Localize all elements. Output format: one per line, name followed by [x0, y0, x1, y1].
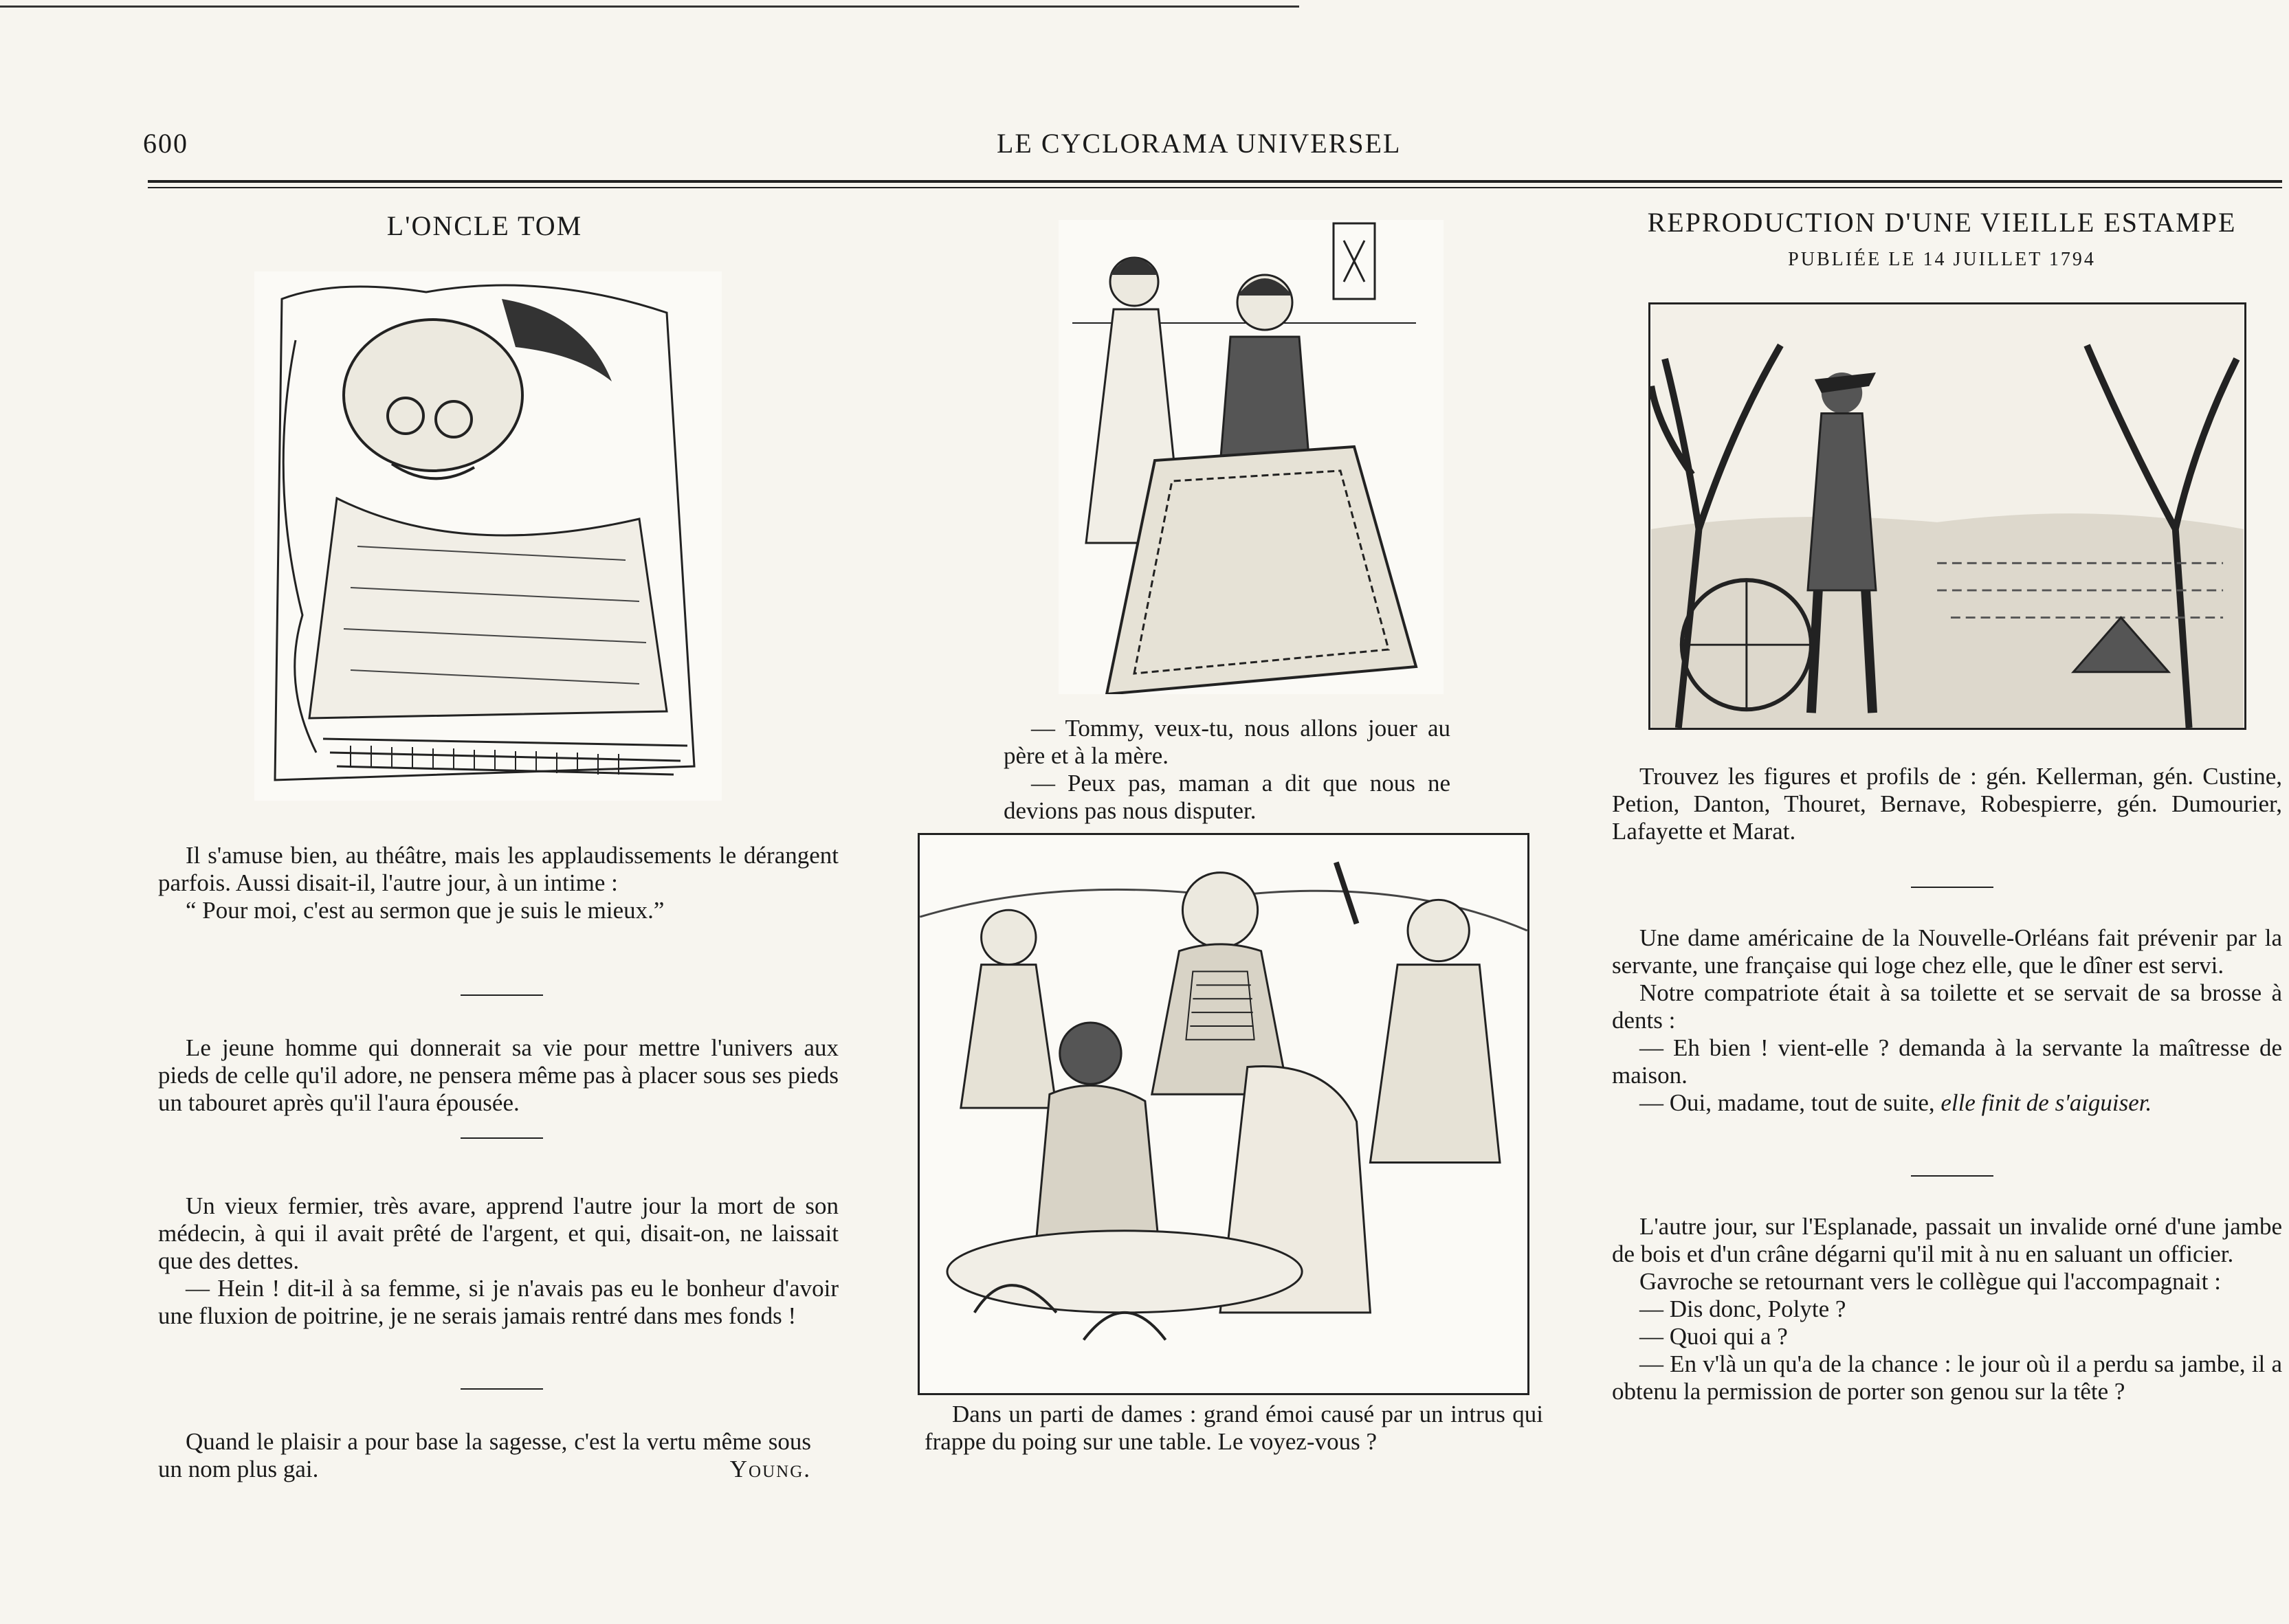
american-lady-text: Une dame américaine de la Nouvelle-Orléans fait prévenir par la servante, une française qui loge chez elle, que le dîner est servi.	[1612, 924, 2282, 979]
right-column-text-3	[1612, 1213, 2282, 1405]
header-rule	[148, 180, 2282, 183]
party-caption-block	[925, 1401, 1543, 1456]
sermon-quote: “ Pour moi, c'est au sermon que je suis le mieux.”	[186, 897, 665, 924]
estampe-title: REPRODUCTION D'UNE VIEILLE ESTAMPE	[1647, 207, 2237, 238]
left-column-text	[158, 842, 839, 924]
right-column-text	[1612, 763, 2282, 845]
lady-question: — Eh bien ! vient-elle ? demanda à la servante la maîtresse de maison.	[1612, 1034, 2282, 1089]
farmer-anecdote: Un vieux fermier, très avare, apprend l'autre jour la mort de son médecin, à qui il avait prêté de l'argent, et qui, disait-on, ne laissait que des dettes.	[158, 1192, 839, 1274]
tommy-answer: — Peux pas, maman a dit que nous ne devions pas nous disputer.	[1004, 770, 1450, 824]
children-illustration	[1059, 220, 1444, 694]
right-column-text-2	[1612, 924, 2282, 1117]
compatriot-text: Notre compatriote était à sa toilette et se servait de sa brosse à dents :	[1612, 979, 2282, 1034]
left-column-text-3	[158, 1192, 839, 1330]
separator	[1911, 1175, 1993, 1177]
pleasure-maxim-text: Quand le plaisir a pour base la sagesse, c'est la vertu même sous un nom plus gai.	[158, 1428, 811, 1482]
left-column-text-2	[158, 1034, 839, 1117]
uncle-tom-title: L'ONCLE TOM	[386, 210, 583, 241]
top-edge-rule	[0, 5, 1299, 8]
separator	[461, 994, 543, 996]
journal-title: LE CYCLORAMA UNIVERSEL	[997, 128, 1402, 159]
servant-answer	[1612, 1089, 2282, 1117]
pleasure-maxim	[158, 1428, 811, 1483]
ladies-party-illustration	[918, 833, 1529, 1395]
tommy-question: — Tommy, veux-tu, nous allons jouer au père et à la mère.	[1004, 715, 1450, 769]
theatre-anecdote: Il s'amuse bien, au théâtre, mais les applaudissements le dérangent parfois. Aussi disait-il, l'autre jour, à un intime :	[158, 842, 839, 896]
farmer-dialogue: — Hein ! dit-il à sa femme, si je n'avais pas eu le bonheur d'avoir une fluxion de poitrine, je ne serais jamais rentré dans mes fonds !	[158, 1275, 839, 1329]
gavroche-text: Gavroche se retournant vers le collègue qui l'accompagnait :	[1639, 1268, 2221, 1295]
separator	[1911, 887, 1993, 888]
servant-answer-text: — Oui, madame, tout de suite,	[1639, 1089, 1941, 1116]
page-number: 600	[143, 128, 188, 159]
invalid-anecdote: L'autre jour, sur l'Esplanade, passait un invalide orné d'une jambe de bois et d'un crâne dégarni qu'il mit à nu en saluant un officier.	[1612, 1213, 2282, 1267]
servant-answer-punchline: elle finit de s'aiguiser.	[1940, 1089, 2152, 1116]
estampe-subtitle: PUBLIÉE LE 14 JUILLET 1794	[1788, 249, 2096, 270]
separator	[461, 1388, 543, 1390]
separator	[461, 1137, 543, 1139]
signature-young: Young.	[729, 1456, 811, 1482]
left-column-text-4	[158, 1428, 811, 1483]
dialogue-line-2: — Quoi qui a ?	[1639, 1323, 1788, 1350]
young-man-maxim: Le jeune homme qui donnerait sa vie pour mettre l'univers aux pieds de celle qu'il adore, ne pensera même pas à placer sous ses pieds un tabouret après qu'il l'aura épousée.	[158, 1034, 839, 1116]
find-figures-text: Trouvez les figures et profils de : gén. Kellerman, gén. Custine, Petion, Danton, Thouret, Bernave, Robespierre, gén. Dumourier, Lafayette et Marat.	[1612, 763, 2282, 845]
old-print-illustration	[1648, 302, 2246, 730]
party-caption: Dans un parti de dames : grand émoi causé par un intrus qui frappe du poing sur une table. Le voyez-vous ?	[925, 1401, 1543, 1455]
dialogue-line-3: — En v'là un qu'a de la chance : le jour où il a perdu sa jambe, il a obtenu la permission de porter son genou sur la tête ?	[1612, 1350, 2282, 1405]
children-dialogue	[1004, 715, 1450, 825]
dialogue-line-1: — Dis donc, Polyte ?	[1639, 1295, 1846, 1322]
header-rule-thin	[148, 187, 2282, 188]
uncle-tom-illustration	[254, 271, 722, 801]
